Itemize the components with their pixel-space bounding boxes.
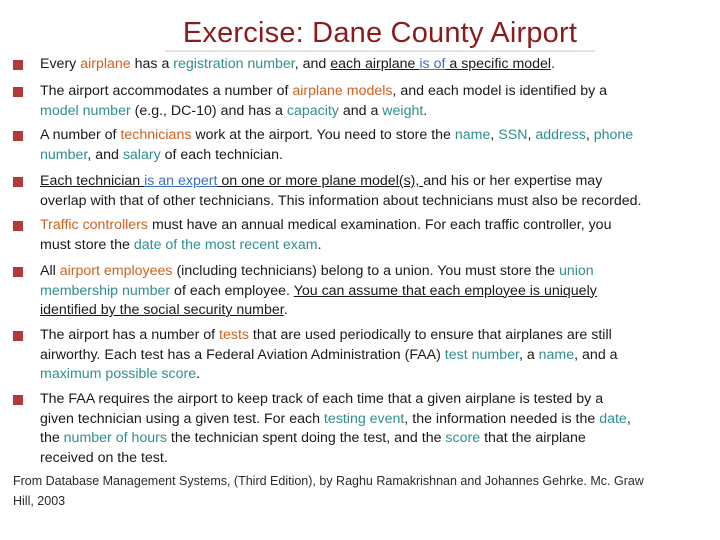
highlighted-term: union bbox=[558, 263, 594, 279]
highlighted-term: airplane bbox=[80, 56, 131, 72]
text-run: , bbox=[626, 410, 631, 427]
text-run: The airport accommodates a number of bbox=[40, 83, 293, 99]
text-run: The airport has a number of bbox=[40, 327, 220, 343]
bullet-square-icon bbox=[13, 331, 23, 341]
bullet-text-line bbox=[40, 429, 718, 449]
bullet-text-line bbox=[40, 126, 718, 146]
text-run: . bbox=[283, 302, 288, 318]
bullet-text bbox=[40, 126, 718, 165]
text-run: . bbox=[196, 366, 201, 382]
highlighted-term: testing event bbox=[323, 410, 405, 427]
bullet-text bbox=[40, 82, 718, 121]
text-run: given technician using a given test. For each bbox=[40, 410, 324, 427]
bullet-square-icon bbox=[13, 87, 23, 97]
bullet-square-icon bbox=[13, 395, 23, 405]
bullet-text-line bbox=[40, 216, 718, 236]
highlighted-term: date of the most recent exam bbox=[133, 236, 318, 253]
bullet-text-line bbox=[40, 326, 718, 346]
bullet-text-line bbox=[40, 449, 718, 469]
text-run: A number of bbox=[40, 127, 121, 143]
text-run: a specific model bbox=[445, 56, 552, 72]
bullet-text-line bbox=[40, 262, 718, 282]
text-run: , a bbox=[518, 346, 539, 363]
text-run: airworthy. Each test has a Federal Aviation Administration (FAA) bbox=[40, 346, 445, 363]
text-run: You can assume that each employee is uniquely bbox=[293, 282, 597, 299]
highlighted-term: weight bbox=[382, 102, 424, 119]
highlighted-term: Traffic controllers bbox=[40, 217, 149, 233]
highlighted-term: score bbox=[445, 430, 481, 446]
title-divider bbox=[165, 50, 595, 52]
highlighted-term: name bbox=[454, 127, 491, 143]
highlighted-term: number of hours bbox=[63, 430, 167, 446]
text-run: , and a bbox=[574, 346, 618, 363]
text-run: of each employee. bbox=[170, 282, 294, 299]
bullet-text bbox=[40, 326, 718, 385]
bullet-text bbox=[40, 216, 718, 255]
highlighted-term: name bbox=[538, 346, 575, 363]
bullet-text bbox=[40, 172, 718, 211]
text-run: . bbox=[423, 102, 428, 119]
highlighted-term: airplane models bbox=[292, 83, 393, 99]
text-run: Each technician bbox=[40, 173, 145, 189]
text-run: (including technicians) belong to a union. You must store the bbox=[172, 263, 559, 279]
text-run: (e.g., DC-10) and has a bbox=[130, 102, 287, 119]
text-run: has a bbox=[130, 56, 174, 72]
text-run: , and bbox=[294, 56, 331, 72]
highlighted-term: airport employees bbox=[59, 263, 173, 279]
source-line: Hill, 2003 bbox=[13, 493, 66, 508]
highlighted-term: maximum possible score bbox=[40, 366, 197, 382]
text-run: . bbox=[551, 56, 556, 72]
slide-title: Exercise: Dane County Airport bbox=[182, 17, 578, 49]
text-run: , bbox=[490, 127, 499, 143]
text-run: received on the test. bbox=[40, 449, 168, 466]
bullet-text-line bbox=[40, 172, 718, 192]
bullet-square-icon bbox=[13, 267, 23, 277]
text-run: the technician spent doing the test, and the bbox=[166, 430, 446, 446]
highlighted-term: is of bbox=[419, 56, 446, 72]
source-citation bbox=[13, 472, 713, 511]
highlighted-term: number bbox=[40, 146, 88, 163]
highlighted-term: is an expert bbox=[144, 173, 218, 189]
bullet-text-line bbox=[40, 192, 718, 212]
text-run: and his or her expertise may bbox=[423, 173, 603, 189]
text-run: that are used periodically to ensure that airplanes are still bbox=[248, 327, 612, 343]
bullet-square-icon bbox=[13, 131, 23, 141]
text-run: Every bbox=[40, 56, 81, 72]
text-run: The FAA requires the airport to keep track of each time that a given airplane is tested by a bbox=[40, 391, 604, 407]
text-run: , bbox=[527, 127, 536, 143]
bullet-square-icon bbox=[13, 60, 23, 70]
bullet-text-line bbox=[40, 82, 718, 102]
bullet-text-line bbox=[40, 102, 718, 122]
source-line: From Database Management Systems, (Third Edition), by Raghu Ramakrishnan and Johannes Gehrke. Mc. Graw bbox=[13, 474, 644, 488]
bullet-text-line bbox=[40, 346, 718, 366]
text-run: , bbox=[585, 127, 594, 143]
text-run: . bbox=[317, 236, 322, 253]
text-run: All bbox=[40, 263, 60, 279]
text-run: identified by the social security number bbox=[40, 302, 284, 318]
text-run: the bbox=[40, 430, 64, 446]
highlighted-term: model number bbox=[40, 102, 131, 119]
highlighted-term: address bbox=[535, 127, 586, 143]
bullet-text-line bbox=[40, 146, 718, 166]
bullet-text bbox=[40, 262, 718, 321]
bullet-text-line bbox=[40, 282, 718, 302]
bullet-text-line bbox=[40, 390, 718, 410]
highlighted-term: phone bbox=[593, 127, 634, 143]
bullet-text-line bbox=[40, 365, 718, 385]
bullet-square-icon bbox=[13, 177, 23, 187]
highlighted-term: technicians bbox=[120, 127, 192, 143]
highlighted-term: salary bbox=[122, 146, 161, 163]
highlighted-term: membership number bbox=[40, 282, 171, 299]
bullet-text-line bbox=[40, 55, 718, 75]
text-run: of each technician. bbox=[160, 146, 283, 163]
bullet-text bbox=[40, 390, 718, 468]
bullet-text-line bbox=[40, 301, 718, 321]
bullet-square-icon bbox=[13, 221, 23, 231]
highlighted-term: test number bbox=[444, 346, 519, 363]
bullet-text-line bbox=[40, 410, 718, 430]
text-run: and a bbox=[338, 102, 383, 119]
text-run: , and bbox=[87, 146, 123, 163]
text-run: must have an annual medical examination. For each traffic controller, you bbox=[148, 217, 612, 233]
text-run: on one or more plane model(s), bbox=[217, 173, 424, 189]
text-run: , and each model is identified by a bbox=[392, 83, 608, 99]
text-run: must store the bbox=[40, 236, 134, 253]
bullet-text bbox=[40, 55, 718, 75]
text-run: that the airplane bbox=[480, 430, 586, 446]
highlighted-term: tests bbox=[219, 327, 249, 343]
text-run: overlap with that of other technicians. This information about technicians must also be recorded. bbox=[40, 192, 642, 209]
highlighted-term: SSN bbox=[498, 127, 528, 143]
bullet-text-line bbox=[40, 236, 718, 256]
highlighted-term: date bbox=[599, 410, 627, 427]
highlighted-term: capacity bbox=[286, 102, 339, 119]
text-run: , the information needed is the bbox=[404, 410, 600, 427]
text-run: work at the airport. You need to store the bbox=[191, 127, 455, 143]
highlighted-term: registration number bbox=[173, 56, 295, 72]
text-run: each airplane bbox=[330, 56, 420, 72]
